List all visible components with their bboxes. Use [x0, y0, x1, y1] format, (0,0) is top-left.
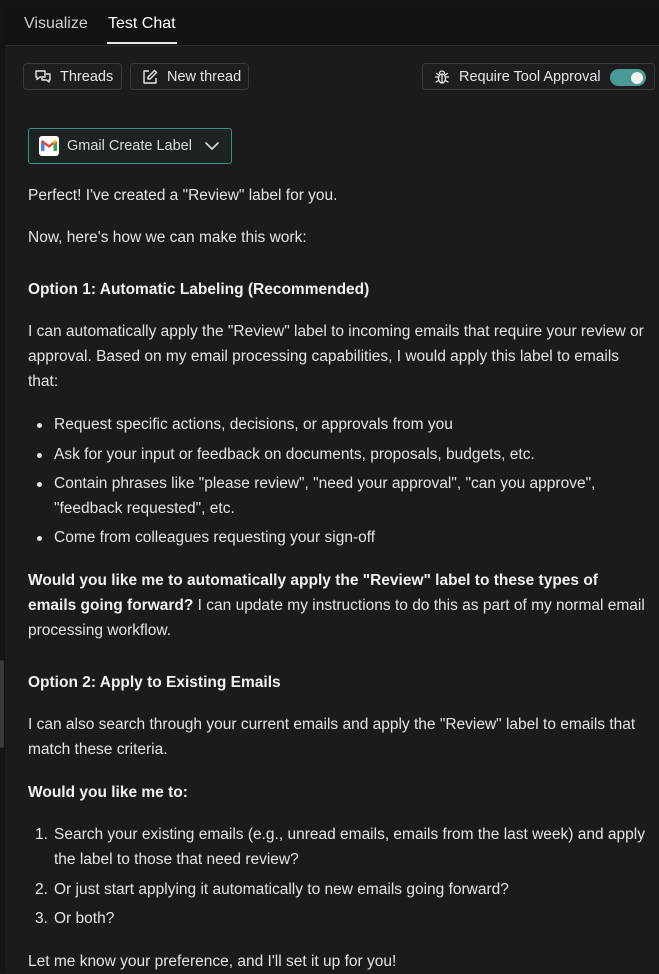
- message-intro: Perfect! I've created a "Review" label for you.: [28, 187, 338, 204]
- list-item-text: Come from colleagues requesting your sign-off: [54, 529, 376, 546]
- numbered-item: [35, 906, 648, 931]
- threads-icon: [34, 68, 52, 86]
- threads-button[interactable]: [23, 63, 122, 90]
- require-tool-approval-control: [422, 63, 655, 90]
- tool-call-chip[interactable]: [28, 128, 232, 164]
- new-thread-label: New thread: [167, 68, 242, 85]
- tab-bar: [5, 5, 659, 46]
- require-tool-approval-label: Require Tool Approval: [459, 68, 601, 85]
- toggle-knob: [631, 72, 643, 84]
- message-closing: Let me know your preference, and I'll set it up for you!: [28, 953, 397, 970]
- option2-body: I can also search through your current emails and apply the "Review" label to emails that match these criteria.: [28, 716, 636, 758]
- list-item: [54, 525, 648, 550]
- bug-icon: [433, 68, 451, 86]
- numbered-item-text: Or both?: [54, 910, 115, 927]
- bullet: [37, 453, 42, 458]
- tab-visualize[interactable]: Visualize: [24, 15, 88, 32]
- scrollbar-thumb[interactable]: [0, 660, 4, 748]
- gmail-icon: [39, 136, 59, 156]
- item-number: 2.: [35, 881, 48, 898]
- chevron-down-icon[interactable]: [204, 138, 220, 154]
- numbered-item-text: Or just start applying it automatically to new emails going forward?: [54, 881, 509, 898]
- option1-body: I can automatically apply the "Review" label to incoming emails that require your review or approval. Based on my email processing capabilities, I would apply this label to emails that:: [28, 323, 644, 390]
- question1-rest: I can update my instructions to do this as part of my normal email processing workflow.: [28, 597, 645, 639]
- list-item-text: Ask for your input or feedback on documents, proposals, budgets, etc.: [54, 446, 535, 463]
- option1-heading: Option 1: Automatic Labeling (Recommended): [28, 281, 370, 298]
- tool-call-name: Gmail Create Label: [67, 138, 192, 154]
- bullet: [37, 482, 42, 487]
- question1-bold: Would you like me to automatically apply the "Review" label to these types of emails going forward?: [28, 572, 598, 614]
- item-number: 1.: [35, 826, 48, 843]
- list-item: [54, 471, 648, 521]
- bullet: [37, 423, 42, 428]
- message-lead: Now, here's how we can make this work:: [28, 229, 307, 246]
- edit-icon: [141, 68, 159, 86]
- active-tab-indicator: [107, 42, 177, 44]
- numbered-item: [35, 877, 648, 902]
- numbered-item-text: Search your existing emails (e.g., unread emails, emails from the last week) and apply the label to those that need review?: [54, 826, 645, 868]
- question2-heading: Would you like me to:: [28, 784, 188, 801]
- require-tool-approval-toggle[interactable]: [610, 69, 646, 86]
- numbered-item: [35, 822, 648, 872]
- window-left-edge: [0, 0, 5, 973]
- list-item: [54, 412, 648, 437]
- threads-label: Threads: [60, 68, 114, 85]
- tab-test-chat[interactable]: Test Chat: [108, 15, 176, 32]
- item-number: 3.: [35, 910, 48, 927]
- new-thread-button[interactable]: [130, 63, 249, 90]
- list-item-text: Request specific actions, decisions, or approvals from you: [54, 416, 453, 433]
- list-item-text: Contain phrases like "please review", "need your approval", "can you approve", "feedback requested", etc.: [54, 475, 596, 517]
- bullet: [37, 536, 42, 541]
- list-item: [54, 442, 648, 467]
- question1: [28, 568, 648, 643]
- option2-heading: Option 2: Apply to Existing Emails: [28, 674, 281, 691]
